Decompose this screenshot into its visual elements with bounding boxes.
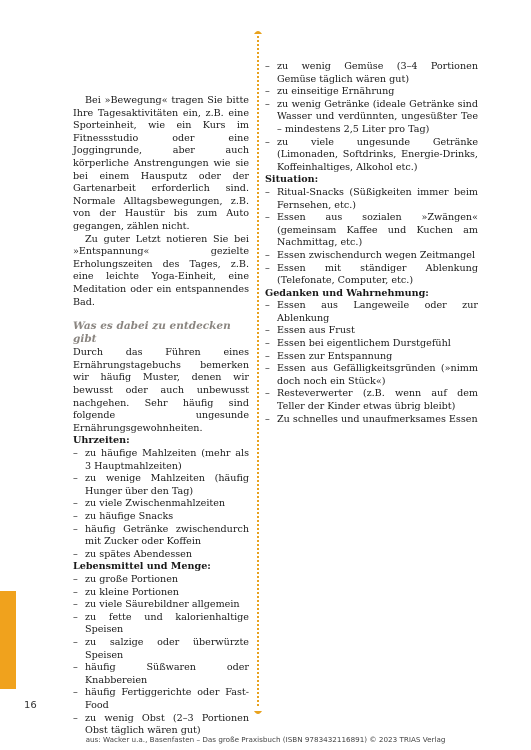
list-item: – zu häufige Snacks	[73, 511, 249, 524]
subheading-situation: Situation:	[265, 174, 319, 186]
list-item: – zu viele ungesunde Getränke (Limonaden, Softdrinks, Energie-Drinks, Koffeinhaltiges, Alkohol etc.)	[265, 137, 478, 175]
list-item: – zu einseitige Ernährung	[265, 86, 478, 99]
subheading-lebensmittel: Lebensmittel und Menge:	[73, 561, 211, 573]
paragraph-intro: Durch das Führen eines Ernährungstagebuchs bemerken wir häufig Muster, denen wir bewusst oder auch unbewusst nachgehen. Sehr häufig sind folgende ungesunde Ernährungsgewohnheiten.	[73, 347, 249, 434]
list-item: – häufig Fertiggerichte oder Fast-Food	[73, 687, 249, 712]
list-item: – Essen aus sozialen »Zwängen« (gemeinsam Kaffee und Kuchen am Nachmittag, etc.)	[265, 212, 478, 250]
list-item: – zu salzige oder überwürzte Speisen	[73, 637, 249, 662]
list-item: – Essen zur Entspannung	[265, 351, 478, 364]
list-item: – Ritual-Snacks (Süßigkeiten immer beim Fernsehen, etc.)	[265, 187, 478, 212]
list-item: – Essen bei eigentlichem Durstgefühl	[265, 338, 478, 351]
list-item: – zu wenig Gemüse (3–4 Portionen Gemüse täglich wären gut)	[265, 61, 478, 86]
list-item: – zu viele Säurebildner allgemein	[73, 599, 249, 612]
column-divider	[257, 36, 259, 706]
footer-citation: aus: Wacker u.a., Basenfasten – Das große Praxisbuch (ISBN 9783432116891) © 2023 TRIAS Verlag	[85, 735, 446, 744]
paragraph-entspannung: Zu guter Letzt notieren Sie bei »Entspannung« gezielte Erholungszeiten des Tages, z.B. eine leichte Yoga-Einheit, eine Meditation oder ein entspannendes Bad.	[73, 233, 249, 308]
list-item: – zu spätes Abendessen	[73, 549, 249, 562]
list-item: – zu viele Zwischenmahlzeiten	[73, 498, 249, 511]
list-item: – zu wenig Obst (2–3 Portionen Obst täglich wären gut)	[73, 713, 249, 738]
list-item: – Essen aus Langeweile oder zur Ablenkung	[265, 300, 478, 325]
subheading-gedanken: Gedanken und Wahrnehmung:	[265, 287, 429, 299]
list-item: – zu wenig Getränke (ideale Getränke sind Wasser und verdünnten, ungesüßter Tee – mindestens 2,5 Liter pro Tag)	[265, 99, 478, 137]
list-situation	[265, 187, 478, 288]
list-item: – Essen mit ständiger Ablenkung (Telefonate, Computer, etc.)	[265, 263, 478, 288]
list-lebensmittel-continued	[265, 61, 478, 174]
list-item: – häufig Süßwaren oder Knabbereien	[73, 662, 249, 687]
list-item: – zu große Portionen	[73, 574, 249, 587]
page-number: 16	[24, 700, 37, 711]
list-gedanken	[265, 300, 478, 426]
ornament-top	[254, 28, 262, 34]
left-column	[73, 95, 249, 738]
list-item: – Zu schnelles und unaufmerksames Essen	[265, 414, 478, 427]
paragraph-bewegung: Bei »Bewegung« tragen Sie bitte Ihre Tagesaktivitäten ein, z.B. eine Sporteinheit, wie ein Kurs im Fitnessstudio oder eine Joggingrunde, aber auch körperliche Anstrengungen wie sie bei einem Hausputz oder der Gartenarbeit erforderlich sind. Normale Alltagsbewegungen, z.B. von der Haustür bis zum Auto gegangen, zählen nicht.	[73, 95, 249, 232]
subheading-uhrzeiten: Uhrzeiten:	[73, 435, 130, 447]
list-item: – häufig Getränke zwischendurch mit Zucker oder Koffein	[73, 524, 249, 549]
ornament-bottom	[254, 711, 262, 717]
right-column	[265, 61, 478, 426]
list-item: – Essen aus Frust	[265, 325, 478, 338]
list-item: – zu kleine Portionen	[73, 587, 249, 600]
list-item: – zu wenige Mahlzeiten (häufig Hunger über den Tag)	[73, 473, 249, 498]
list-uhrzeiten	[73, 448, 249, 561]
list-lebensmittel	[73, 574, 249, 738]
section-heading: Was es dabei zu entdecken gibt	[73, 320, 231, 345]
list-item: – zu häufige Mahlzeiten (mehr als 3 Hauptmahlzeiten)	[73, 448, 249, 473]
list-item: – zu fette und kalorienhaltige Speisen	[73, 612, 249, 637]
list-item: – Resteverwerter (z.B. wenn auf dem Teller der Kinder etwas übrig bleibt)	[265, 388, 478, 413]
list-item: – Essen aus Gefälligkeitsgründen (»nimm doch noch ein Stück«)	[265, 363, 478, 388]
list-item: – Essen zwischendurch wegen Zeitmangel	[265, 250, 478, 263]
chapter-tab	[0, 591, 16, 689]
